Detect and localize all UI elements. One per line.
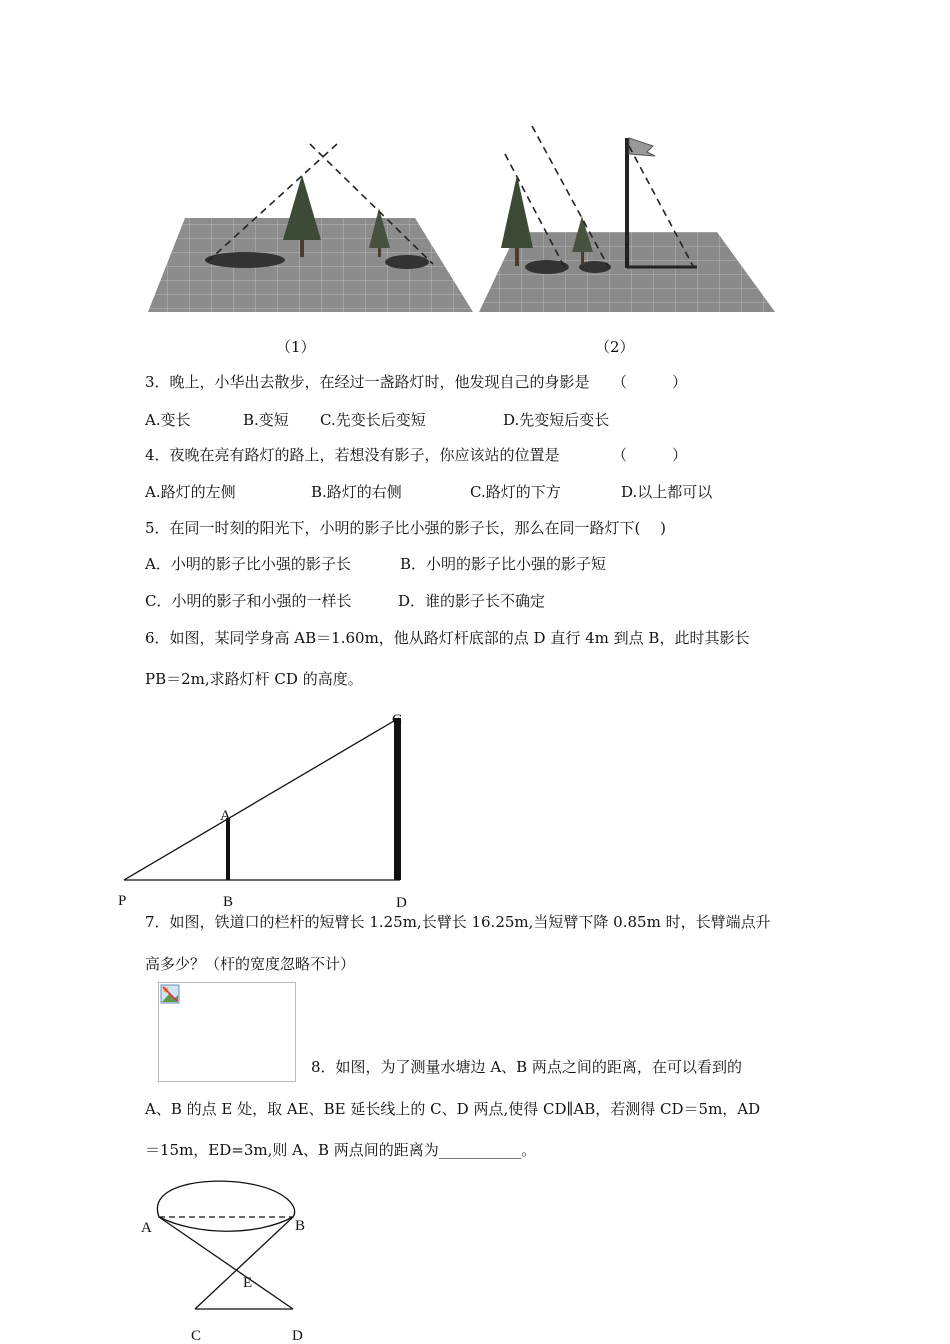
question-3-stem: 3．晚上，小华出去散步，在经过一盏路灯时，他发现自己的身影是 （ ） [145, 373, 688, 391]
label-b: B [223, 894, 234, 910]
light-ray-pc [124, 718, 399, 880]
label-p: P [118, 893, 127, 909]
label-b: B [295, 1218, 306, 1234]
figure-1-caption: （1） [276, 338, 316, 356]
lamp-post-cd [394, 718, 401, 880]
question-4-option-d: D.以上都可以 [621, 483, 713, 501]
label-d: D [292, 1328, 303, 1344]
label-c: C [191, 1328, 202, 1344]
question-5-option-b: B．小明的影子比小强的影子短 [400, 555, 607, 573]
label-a: A [220, 808, 231, 824]
figure-2-caption: （2） [595, 338, 635, 356]
label-e: E [243, 1275, 253, 1291]
broken-image-icon [160, 984, 180, 1004]
missing-image-placeholder [158, 982, 296, 1082]
question-6-diagram [110, 710, 420, 910]
question-6-line-2: PB＝2m,求路灯杆 CD 的高度。 [145, 670, 363, 688]
question-3-option-a: A.变长 [145, 411, 191, 429]
question-3-option-c: C.先变长后变短 [320, 411, 426, 429]
question-5-option-a: A．小明的影子比小强的影子长 [145, 555, 351, 573]
question-4-option-b: B.路灯的右侧 [311, 483, 402, 501]
question-3-option-b: B.变短 [243, 411, 289, 429]
label-a: A [141, 1220, 152, 1236]
tree-shadow-right [385, 255, 429, 269]
label-d: D [396, 895, 407, 910]
question-5-option-d: D．谁的影子长不确定 [398, 592, 546, 610]
question-8-line-2: A、B 的点 E 处，取 AE、BE 延长线上的 C、D 两点,使得 CD∥AB，若测得 CD＝5m，AD [145, 1100, 761, 1118]
flagpole [625, 138, 629, 268]
question-5-stem: 5．在同一时刻的阳光下，小明的影子比小强的影子长，那么在同一路灯下( ) [145, 519, 667, 537]
figure-2-illustration [477, 120, 777, 318]
question-8-diagram [135, 1175, 325, 1344]
question-7-line-1: 7．如图，铁道口的栏杆的短臂长 1.25m,长臂长 16.25m,当短臂下降 0.85m 时，长臂端点升 [145, 913, 771, 931]
pond-outline [157, 1181, 294, 1231]
question-4-option-c: C.路灯的下方 [470, 483, 561, 501]
tree-shadow-left [205, 252, 285, 268]
question-4-option-a: A.路灯的左侧 [145, 483, 236, 501]
person-ab [226, 818, 230, 880]
question-8-line-1: 8．如图，为了测量水塘边 A、B 两点之间的距离，在可以看到的 [311, 1058, 742, 1076]
question-3-option-d: D.先变短后变长 [503, 411, 610, 429]
question-8-line-3: ＝15m，ED=3m,则 A、B 两点间的距离为___________。 [145, 1141, 537, 1159]
label-c: C [392, 712, 403, 728]
question-4-stem: 4．夜晚在亮有路灯的路上，若想没有影子，你应该站的位置是 （ ） [145, 446, 688, 464]
figure-1-illustration [145, 140, 475, 318]
question-7-line-2: 高多少？（杆的宽度忽略不计） [145, 955, 356, 973]
flag [629, 138, 655, 156]
question-5-option-c: C．小明的影子和小强的一样长 [145, 592, 352, 610]
question-6-line-1: 6．如图，某同学身高 AB＝1.60m，他从路灯杆底部的点 D 直行 4m 到点 B，此时其影长 [145, 629, 750, 647]
